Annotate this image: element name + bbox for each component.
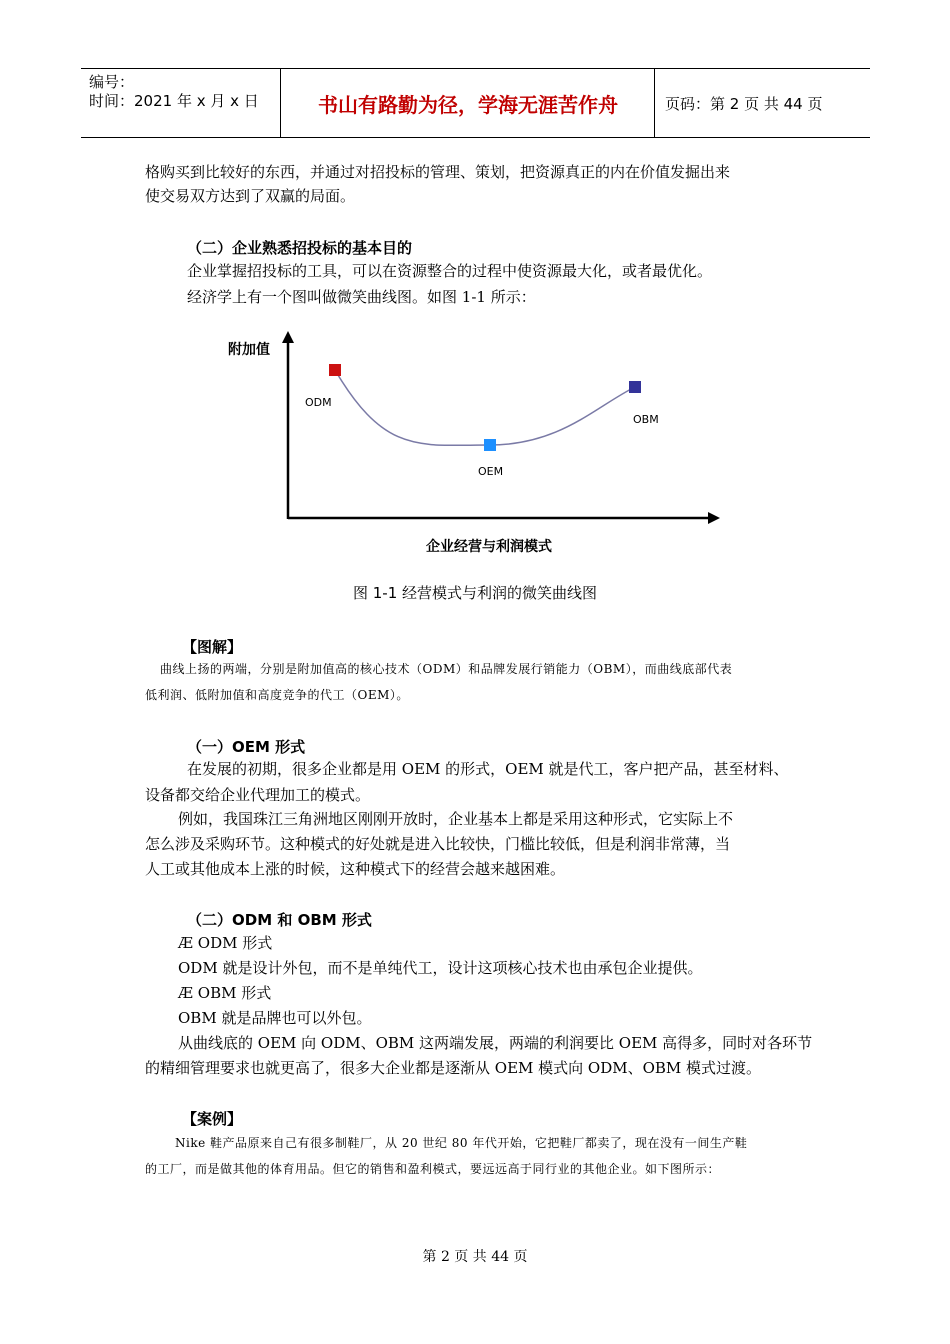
- point-odm: [329, 364, 341, 376]
- tujie-line-1: 曲线上扬的两端，分别是附加值高的核心技术（ODM）和品牌发展行销能力（OBM），而曲线底部代表: [160, 662, 733, 676]
- oem-title: （一）OEM 形式: [187, 738, 306, 756]
- intro-line-1: 格购买到比较好的东西，并通过对招投标的管理、策划，把资源真正的内在价值发掘出来: [145, 163, 731, 181]
- oem-p2-line-1: 例如，我国珠江三角洲地区刚刚开放时，企业基本上都是采用这种形式，它实际上不: [178, 810, 734, 828]
- odm-bullet: Æ ODM 形式: [178, 934, 273, 952]
- page-footer: 第 2 页 共 44 页: [422, 1249, 528, 1265]
- oem-p2-line-3: 人工或其他成本上涨的时候，这种模式下的经营会越来越困难。: [145, 860, 566, 878]
- case-line-1: Nike 鞋产品原来自己有很多制鞋厂，从 20 世纪 80 年代开始，它把鞋厂都卖了，现在没有一间生产鞋: [175, 1136, 748, 1150]
- oem-p1-line-2: 设备都交给企业代理加工的模式。: [145, 786, 371, 804]
- obm-bullet: Æ OBM 形式: [178, 984, 272, 1002]
- summary-line-1: 从曲线底的 OEM 向 ODM、OBM 这两端发展，两端的利润要比 OEM 高得多，同时对各环节: [178, 1034, 813, 1052]
- case-title: 【案例】: [182, 1110, 243, 1128]
- y-axis-label: 附加值: [228, 342, 270, 358]
- case-line-2: 的工厂，而是做其他的体育用品。但它的销售和盈利模式，要远远高于同行业的其他企业。如下图所示：: [145, 1162, 721, 1176]
- smile-curve-chart: [220, 325, 730, 565]
- label-odm: ODM: [305, 396, 332, 409]
- obm-description: OBM 就是品牌也可以外包。: [178, 1009, 372, 1027]
- header-page-info: 页码：第 2 页 共 44 页: [665, 94, 823, 113]
- summary-line-2: 的精细管理要求也就更高了，很多大企业都是逐渐从 OEM 模式向 ODM、OBM 模式过渡。: [145, 1059, 762, 1077]
- figure-caption: 图 1-1 经营模式与利润的微笑曲线图: [352, 584, 598, 602]
- header-meta: [81, 69, 281, 137]
- point-oem: [484, 439, 496, 451]
- smile-curve-line: [335, 370, 635, 445]
- odm-obm-title: （二）ODM 和 OBM 形式: [187, 911, 372, 929]
- section2-line-2: 经济学上有一个图叫做微笑曲线图。如图 1-1 所示：: [187, 288, 536, 306]
- page-header: [81, 68, 870, 138]
- x-axis: [288, 512, 720, 524]
- tujie-title: 【图解】: [182, 638, 243, 656]
- header-time: 时间：2021 年 x 月 x 日: [89, 92, 259, 110]
- x-axis-label: 企业经营与利润模式: [426, 539, 552, 555]
- point-obm: [629, 381, 641, 393]
- label-oem: OEM: [478, 465, 504, 478]
- section2-title: （二）企业熟悉招投标的基本目的: [187, 239, 413, 257]
- oem-p1-line-1: 在发展的初期，很多企业都是用 OEM 的形式，OEM 就是代工，客户把产品，甚至材料、: [187, 760, 789, 778]
- tujie-line-2: 低利润、低附加值和高度竞争的代工（OEM）。: [145, 688, 409, 702]
- header-motto: 书山有路勤为径，学海无涯苦作舟: [282, 69, 655, 137]
- header-number: 编号：: [89, 73, 135, 91]
- section2-line-1: 企业掌握招投标的工具，可以在资源整合的过程中使资源最大化，或者最优化。: [187, 262, 713, 280]
- label-obm: OBM: [633, 413, 659, 426]
- oem-p2-line-2: 怎么涉及采购环节。这种模式的好处就是进入比较快，门槛比较低，但是利润非常薄，当: [145, 835, 731, 853]
- odm-description: ODM 就是设计外包，而不是单纯代工，设计这项核心技术也由承包企业提供。: [178, 959, 703, 977]
- intro-line-2: 使交易双方达到了双赢的局面。: [145, 187, 356, 205]
- y-axis: [282, 331, 294, 519]
